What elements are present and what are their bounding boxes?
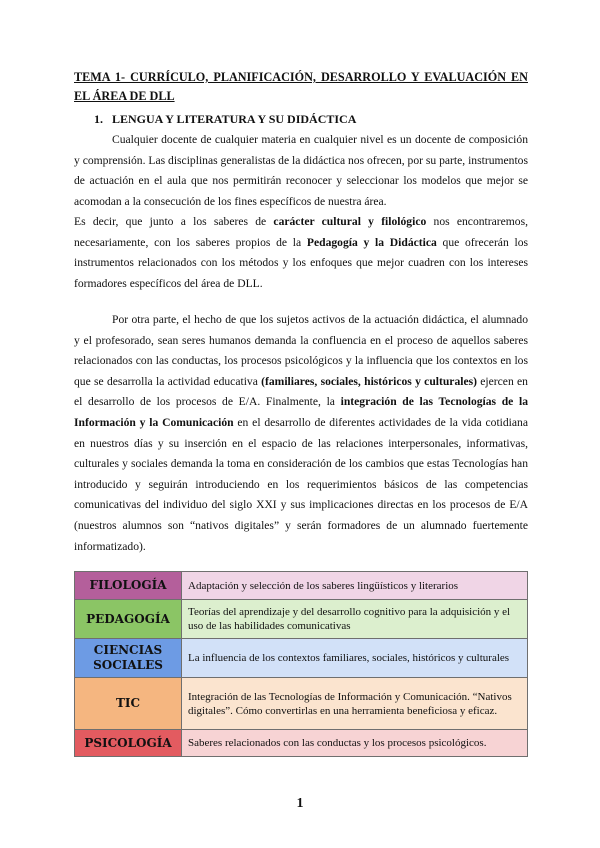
paragraph-3-bold-1: (familiares, sociales, históricos y culturales) — [261, 374, 477, 388]
summary-table — [74, 571, 528, 757]
paragraph-2-text-1: Es decir, que junto a los saberes de — [74, 215, 274, 228]
section-title: LENGUA Y LITERATURA Y SU DIDÁCTICA — [112, 112, 357, 126]
table-description-cell: Adaptación y selección de los saberes lingüísticos y literarios — [182, 572, 528, 600]
table-row — [75, 678, 528, 730]
table-category-cell: PSICOLOGÍA — [75, 730, 182, 757]
paragraph-2 — [74, 212, 528, 294]
paragraph-1 — [74, 130, 528, 212]
paragraph-3-text-1: Por otra parte, el hecho de que los sujetos activos de la actuación didáctica, el alumnado y el profesorado, sean seres humanos demanda la confluencia en el proceso de aquellos saberes relacionados con las conductas, los procesos psicológicos y la influencia que los contextos en los que se desarrolla la actividad educativa — [74, 313, 528, 388]
table-row — [75, 572, 528, 600]
paragraph-2-text-3: que ofrecerán los instrumentos relacionados con los métodos y los enfoques que mejor cuadren con los intereses formadores específicos del área de DLL. — [74, 235, 528, 290]
paragraph-3 — [74, 310, 528, 557]
page-number: 1 — [296, 796, 304, 811]
paragraph-3-bold-2: integración de las Tecnologías de la Información y la Comunicación — [74, 395, 528, 429]
paragraph-2-text-2: nos encontraremos, necesariamente, con los saberes propios de la — [74, 215, 529, 249]
paragraph-3-text-3: en el desarrollo de diferentes actividades de la vida cotidiana en nuestros días y su inserción en el espacio de las relaciones interpersonales, informativas, culturales y sociales demanda la toma en consideración de los cambios que estas Tecnologías han introducido y seguirán introduciendo en los requerimientos básicos de las competencias comunicativas del individuo del siglo XXI y sus implicaciones directas en los procesos de E/A (nuestros alumnos son “nativos digitales” y serán formadores de un alumnado fuertemente informatizado). — [74, 415, 528, 553]
paragraph-1-text: Cualquier docente de cualquier materia en cualquier nivel es un docente de composición y comprensión. Las disciplinas generalistas de la didáctica nos ofrecen, por su parte, instrumentos de actuación en el aula que nos permitirán reconocer y seleccionar los modelos que mejor se acomodan a la consecución de los fines específicos de nuestra área. — [74, 133, 528, 208]
document-title: TEMA 1- CURRÍCULO, PLANIFICACIÓN, DESARROLLO Y EVALUACIÓN EN EL ÁREA DE DLL — [74, 70, 528, 103]
table-row — [75, 730, 528, 757]
table-category-cell: CIENCIAS SOCIALES — [75, 639, 182, 678]
table-description-cell: Integración de las Tecnologías de Información y Comunicación. “Nativos digitales”. Cómo convertirlas en una herramienta beneficiosa y eficaz. — [182, 678, 528, 730]
table-description-cell: Teorías del aprendizaje y del desarrollo cognitivo para la adquisición y el uso de las habilidades comunicativas — [182, 600, 528, 639]
section-number: 1. — [94, 112, 103, 126]
table-row — [75, 639, 528, 678]
section-heading — [94, 111, 356, 127]
table-category-cell: TIC — [75, 678, 182, 730]
table-description-cell: Saberes relacionados con las conductas y los procesos psicológicos. — [182, 730, 528, 757]
table-description-cell: La influencia de los contextos familiares, sociales, históricos y culturales — [182, 639, 528, 678]
table-category-cell: PEDAGOGÍA — [75, 600, 182, 639]
table-category-cell: FILOLOGÍA — [75, 572, 182, 600]
table-row — [75, 600, 528, 639]
paragraph-3-text-2: ejercen en el desarrollo de los procesos de E/A. Finalmente, la — [74, 374, 528, 409]
paragraph-2-bold-1: carácter cultural y filológico — [273, 215, 427, 228]
paragraph-2-bold-2: Pedagogía y la Didáctica — [306, 235, 437, 249]
